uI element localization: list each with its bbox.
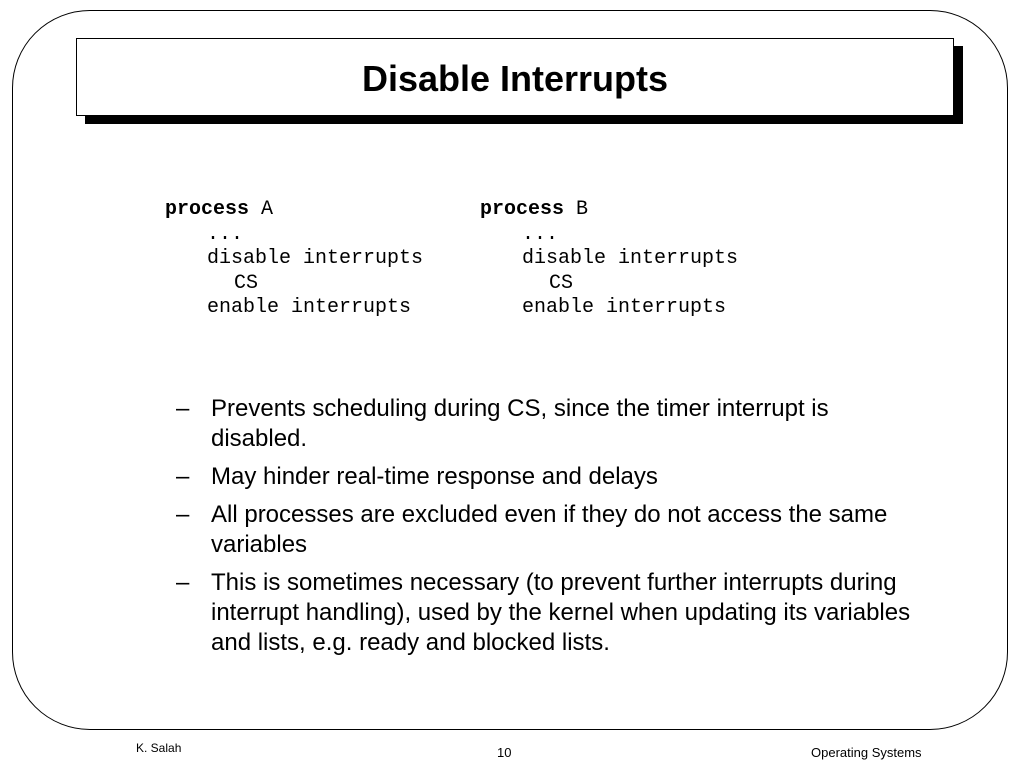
code-process-a — [165, 198, 423, 321]
title-box — [76, 38, 954, 116]
slide-title: Disable Interrupts — [361, 58, 669, 99]
bullet-dash: – — [176, 501, 190, 528]
footer-page-number: 10 — [497, 745, 512, 760]
code-line: enable interrupts — [522, 296, 727, 319]
footer-author: K. Salah — [136, 741, 182, 755]
code-line: ... — [522, 222, 559, 246]
bullet-item — [176, 394, 916, 454]
code-line: CS — [549, 271, 574, 295]
bullet-dash: – — [176, 569, 190, 596]
code-line: disable interrupts — [207, 247, 424, 270]
bullet-text: May hinder real-time response and delays — [211, 463, 658, 490]
code-line: enable interrupts — [207, 296, 412, 319]
bullet-item — [176, 500, 916, 560]
bullet-text: This is sometimes necessary (to prevent further interrupts during interrupt handling), used by the kernel when updating its variables and lists, e.g. ready and blocked lists. — [211, 569, 911, 656]
bullet-list — [176, 394, 916, 666]
code-keyword: process — [480, 198, 565, 221]
bullet-text: All processes are excluded even if they do not access the same variables — [211, 501, 888, 558]
code-keyword: process — [165, 198, 250, 221]
bullet-item — [176, 462, 916, 492]
bullet-text: Prevents scheduling during CS, since the timer interrupt is disabled. — [211, 395, 829, 452]
footer-course: Operating Systems — [811, 745, 922, 760]
process-name: B — [576, 198, 589, 221]
process-name: A — [261, 198, 274, 221]
bullet-dash: – — [176, 463, 190, 490]
code-line: disable interrupts — [522, 247, 739, 270]
code-process-b — [480, 198, 738, 321]
bullet-dash: – — [176, 395, 190, 422]
code-line: CS — [234, 271, 259, 295]
code-line: ... — [207, 222, 244, 246]
code-line-header — [165, 198, 423, 223]
bullet-item — [176, 568, 916, 658]
code-line-header — [480, 198, 738, 223]
